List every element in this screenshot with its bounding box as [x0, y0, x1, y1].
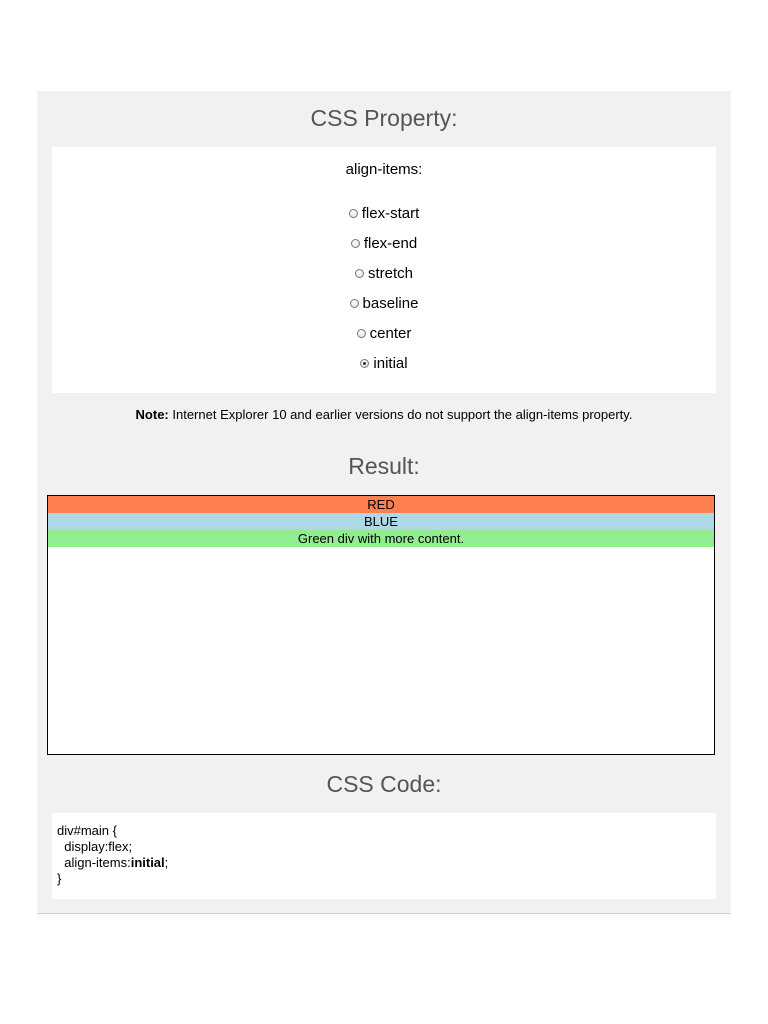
note-label: Note:	[135, 407, 169, 422]
demo-panel	[37, 91, 731, 914]
radio-button-icon[interactable]	[350, 299, 359, 308]
radio-option-center[interactable]	[52, 325, 716, 342]
radio-button-icon[interactable]	[355, 269, 364, 278]
radio-button-icon[interactable]	[351, 239, 360, 248]
red-item: RED	[48, 496, 714, 513]
code-line: div#main {	[57, 823, 117, 838]
result-heading: Result:	[348, 453, 420, 479]
code-property: align-items:	[57, 855, 131, 870]
code-value: initial	[130, 855, 165, 870]
property-options-box	[52, 147, 716, 393]
result-container	[47, 495, 715, 755]
code-line: }	[57, 871, 62, 886]
radio-label: flex-start	[361, 205, 420, 222]
radio-label: flex-end	[363, 235, 418, 252]
blue-item: BLUE	[48, 513, 714, 530]
radio-option-baseline[interactable]	[52, 295, 716, 312]
radio-option-flex-start[interactable]	[52, 205, 716, 222]
browser-support-note	[37, 407, 731, 422]
radio-button-icon[interactable]	[357, 329, 366, 338]
green-item: Green div with more content.	[48, 530, 714, 547]
code-line: display:flex;	[57, 839, 133, 854]
radio-label: stretch	[367, 265, 413, 282]
code-semicolon: ;	[164, 855, 169, 870]
code-line	[57, 855, 168, 871]
css-code-heading: CSS Code:	[326, 771, 442, 797]
radio-label: initial	[373, 355, 408, 372]
css-code-block	[52, 813, 716, 899]
radio-button-icon[interactable]	[349, 209, 358, 218]
radio-option-initial[interactable]	[52, 355, 716, 372]
radio-button-selected-icon[interactable]	[360, 359, 369, 368]
radio-option-stretch[interactable]	[52, 265, 716, 282]
radio-label: baseline	[362, 295, 419, 312]
note-text: Internet Explorer 10 and earlier versions do not support the align-items property.	[168, 407, 633, 422]
radio-option-flex-end[interactable]	[52, 235, 716, 252]
property-name: align-items:	[345, 161, 423, 178]
radio-label: center	[369, 325, 412, 342]
css-property-heading: CSS Property:	[310, 105, 458, 131]
